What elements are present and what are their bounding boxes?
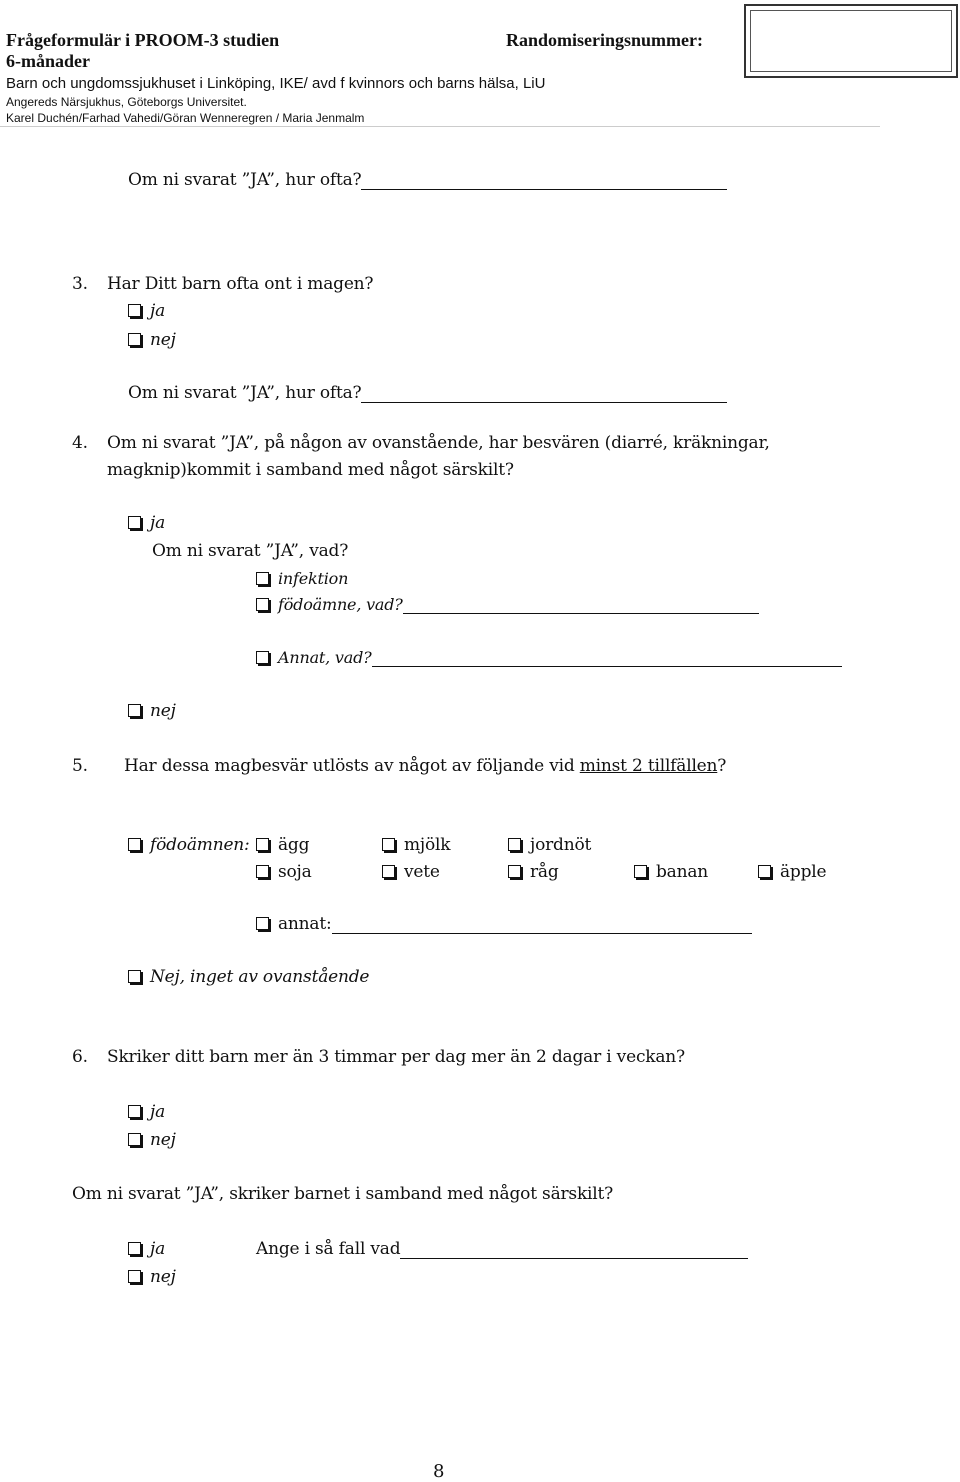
checkbox-icon[interactable] [256, 572, 269, 585]
checkbox-icon[interactable] [256, 838, 269, 851]
q4-sub-option-other[interactable]: Annat, vad? [256, 648, 842, 667]
q5-food-other[interactable]: annat: [256, 914, 752, 934]
checkbox-icon[interactable] [128, 704, 141, 717]
checkbox-icon[interactable] [758, 865, 771, 878]
institution-line-1: Barn och ungdomssjukhuset i Linköping, IKE/ avd f kvinnors och barns hälsa, LiU [6, 75, 546, 92]
q4-option-yes[interactable]: ja [128, 513, 165, 533]
checkbox-icon[interactable] [128, 1270, 141, 1283]
q3-question: Har Ditt barn ofta ont i magen? [107, 274, 374, 294]
q4-sub-label: Om ni svarat ”JA”, vad? [152, 541, 349, 561]
q3-option-yes[interactable]: ja [128, 301, 165, 321]
checkbox-icon[interactable] [382, 838, 395, 851]
checkbox-icon[interactable] [128, 1105, 141, 1118]
checkbox-icon[interactable] [508, 838, 521, 851]
q5-food-egg[interactable]: ägg [256, 835, 309, 855]
institution-line-2: Angereds Närsjukhus, Göteborgs Universitet. [6, 95, 247, 109]
q5-other-field[interactable] [332, 915, 752, 934]
q4-sub-option-food[interactable]: födoämne, vad? [256, 595, 759, 614]
q5-option-none[interactable]: Nej, inget av ovanstående [128, 967, 369, 987]
q6-specify-field[interactable] [400, 1240, 748, 1259]
form-title: Frågeformulär i PROOM-3 studien [6, 30, 280, 50]
q6-followup-option-no[interactable]: nej [128, 1267, 176, 1287]
q5-food-rye[interactable]: råg [508, 862, 559, 882]
checkbox-icon[interactable] [634, 865, 647, 878]
checkbox-icon[interactable] [256, 917, 269, 930]
q6-option-yes[interactable]: ja [128, 1102, 165, 1122]
header-divider [0, 126, 880, 127]
q4-sub-option-infection[interactable]: infektion [256, 569, 348, 588]
q3-followup-label: Om ni svarat ”JA”, hur ofta? [128, 383, 362, 403]
q4-option-no[interactable]: nej [128, 701, 176, 721]
q4-question-line-2: magknip)kommit i samband med något särskilt? [107, 460, 514, 480]
q4-question-line-1: Om ni svarat ”JA”, på någon av ovanstående, har besvären (diarré, kräkningar, [107, 433, 770, 453]
q6-specify-label: Ange i så fall vad [256, 1239, 401, 1259]
q3-frequency-field[interactable] [361, 384, 727, 403]
q5-food-apple[interactable]: äpple [758, 862, 826, 882]
q6-number: 6. [72, 1047, 88, 1067]
q5-number: 5. [72, 756, 88, 776]
q5-food-milk[interactable]: mjölk [382, 835, 450, 855]
q5-option-foods[interactable]: födoämnen: [128, 835, 250, 855]
form-age: 6-månader [6, 51, 90, 71]
checkbox-icon[interactable] [256, 865, 269, 878]
q3-option-no[interactable]: nej [128, 330, 176, 350]
checkbox-icon[interactable] [128, 1133, 141, 1146]
q5-food-banana[interactable]: banan [634, 862, 708, 882]
checkbox-icon[interactable] [128, 333, 141, 346]
q2-followup-label: Om ni svarat ”JA”, hur ofta? [128, 170, 362, 190]
q5-food-soy[interactable]: soja [256, 862, 312, 882]
q4-number: 4. [72, 433, 88, 453]
checkbox-icon[interactable] [128, 516, 141, 529]
checkbox-icon[interactable] [382, 865, 395, 878]
checkbox-icon[interactable] [508, 865, 521, 878]
q3-followup [128, 383, 727, 403]
checkbox-icon[interactable] [128, 1242, 141, 1255]
q6-followup: Om ni svarat ”JA”, skriker barnet i samband med något särskilt? [72, 1184, 614, 1204]
q6-followup-option-yes[interactable]: ja [128, 1239, 165, 1259]
q6-specify [256, 1239, 748, 1259]
checkbox-icon[interactable] [128, 838, 141, 851]
authors-line: Karel Duchén/Farhad Vahedi/Göran Wenneregren / Maria Jenmalm [6, 111, 365, 125]
q5-food-wheat[interactable]: vete [382, 862, 440, 882]
checkbox-icon[interactable] [256, 598, 269, 611]
q5-food-peanut[interactable]: jordnöt [508, 835, 591, 855]
checkbox-icon[interactable] [256, 651, 269, 664]
randomization-number-field[interactable] [744, 4, 958, 78]
checkbox-icon[interactable] [128, 970, 141, 983]
q2-followup [128, 170, 727, 190]
q4-other-field[interactable] [372, 648, 842, 667]
q6-option-no[interactable]: nej [128, 1130, 176, 1150]
q6-question: Skriker ditt barn mer än 3 timmar per dag mer än 2 dagar i veckan? [107, 1047, 685, 1067]
page-number: 8 [433, 1461, 445, 1482]
q2-frequency-field[interactable] [361, 171, 727, 190]
q5-question: Har dessa magbesvär utlösts av något av följande vid minst 2 tillfällen? [124, 756, 727, 776]
checkbox-icon[interactable] [128, 304, 141, 317]
randomization-label: Randomiseringsnummer: [506, 30, 703, 50]
q3-number: 3. [72, 274, 88, 294]
q4-food-field[interactable] [403, 595, 759, 614]
